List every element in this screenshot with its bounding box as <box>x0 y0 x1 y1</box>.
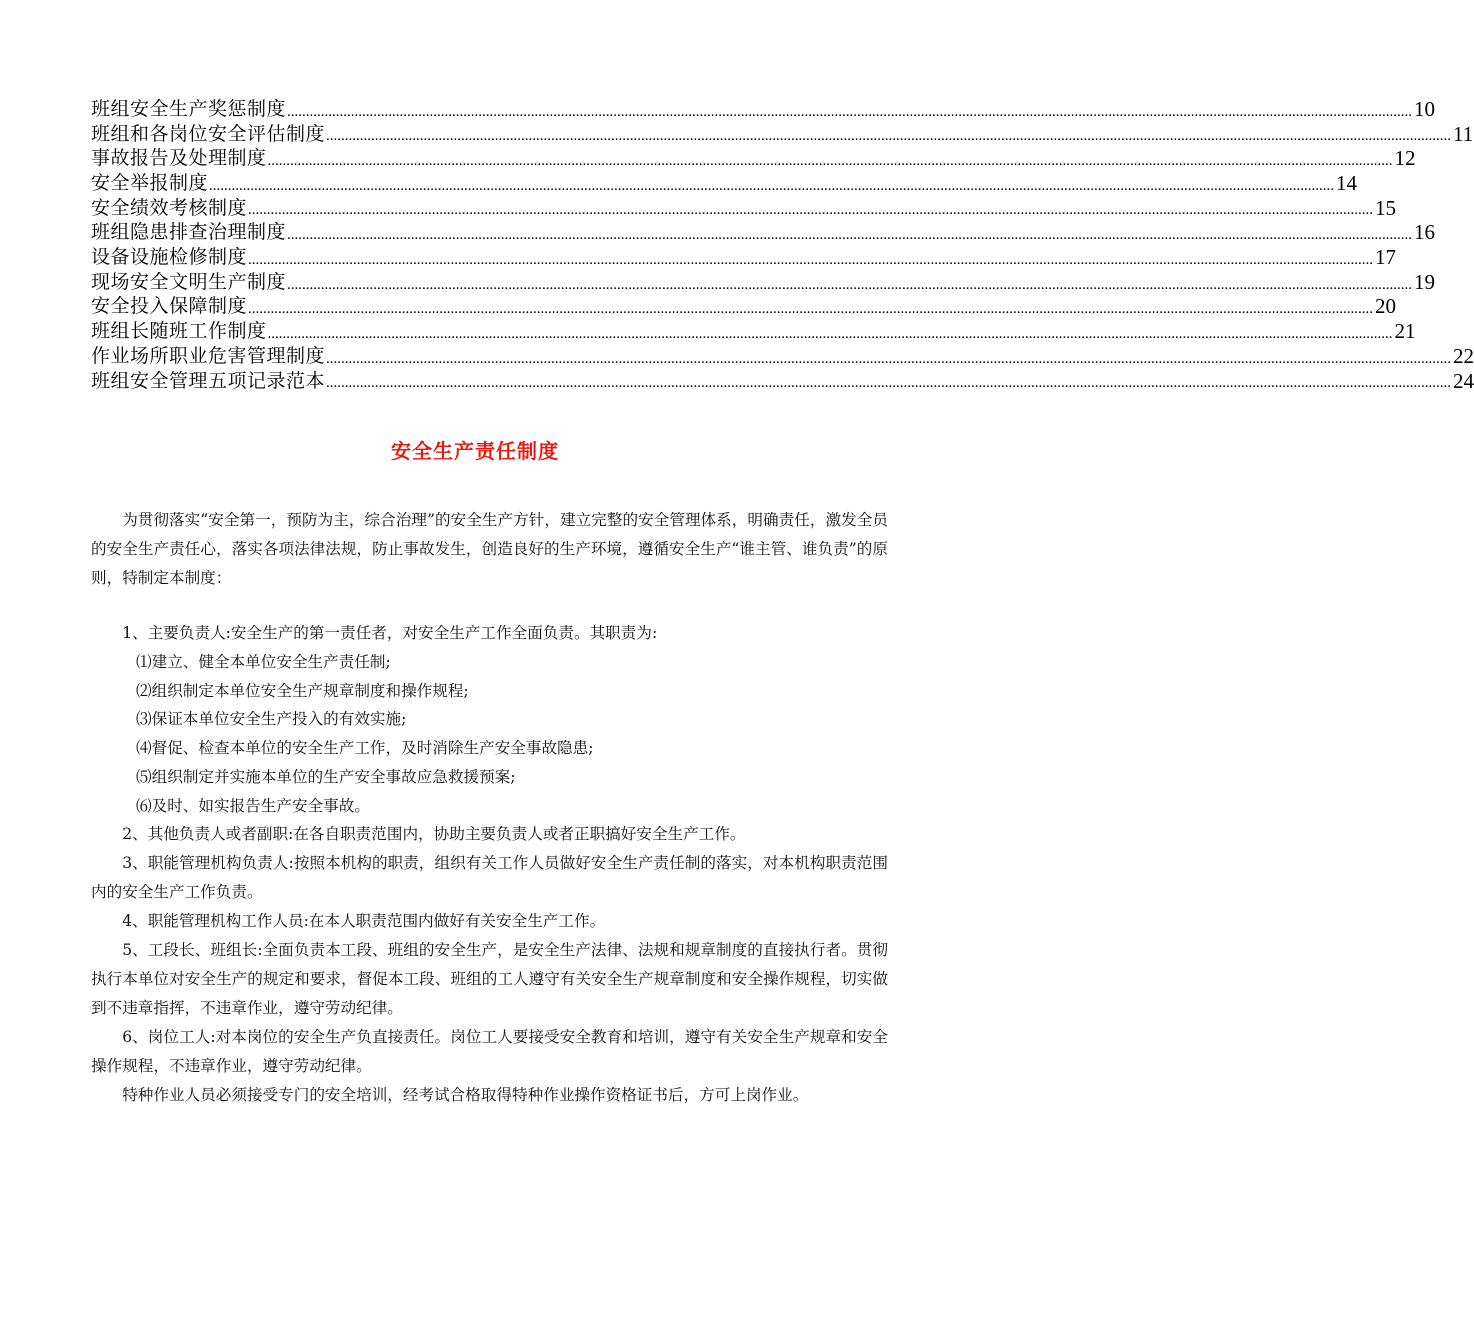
toc-dot-leader: ............................................................................................................................................................................................................................................................................................................ <box>248 301 1374 318</box>
toc-dot-leader: ............................................................................................................................................................................................................................................................................................................ <box>287 227 1413 244</box>
list-item-4: 4、职能管理机构工作人员:在本人职责范围内做好有关安全生产工作。 <box>122 912 606 931</box>
toc-entry-page: 21 <box>1394 319 1416 344</box>
sub-item: ⑹及时、如实报告生产安全事故。 <box>136 796 370 815</box>
toc-entry-page: 24 <box>1453 368 1474 393</box>
sub-item: ⑴建立、健全本单位安全生产责任制; <box>136 653 391 671</box>
toc-entry-title: 班组和各岗位安全评估制度 <box>91 122 326 145</box>
sub-item: ⑵组织制定本单位安全生产规章制度和操作规程; <box>136 681 469 700</box>
toc-entry-page: 11 <box>1453 121 1474 146</box>
toc-entry-title: 安全投入保障制度 <box>91 295 248 318</box>
toc-entry[interactable] <box>91 343 1474 369</box>
toc-entry-page: 17 <box>1375 245 1397 270</box>
table-of-contents <box>91 96 1474 393</box>
sub-item: ⑶保证本单位安全生产投入的有效实施; <box>136 710 407 729</box>
toc-entry[interactable] <box>91 245 1397 270</box>
toc-entry[interactable] <box>91 368 1474 394</box>
toc-entry[interactable] <box>91 171 1358 196</box>
toc-entry-page: 10 <box>1414 96 1436 121</box>
list-item-3: 3、职能管理机构负责人:按照本机构的职责，组织有关工作人员做好安全生产责任制的落实，对本机构职责范围内的安全生产工作负责。 <box>91 854 888 902</box>
toc-entry[interactable] <box>91 319 1416 344</box>
section-title: 安全生产责任制度 <box>391 439 559 464</box>
toc-entry-page: 15 <box>1375 195 1397 220</box>
toc-dot-leader: ............................................................................................................................................................................................................................................................................................................ <box>248 202 1374 219</box>
toc-entry-page: 22 <box>1453 343 1474 368</box>
toc-entry[interactable] <box>91 146 1416 171</box>
list-item-2: 2、其他负责人或者副职:在各自职责范围内，协助主要负责人或者正职搞好安全生产工作。 <box>122 825 746 844</box>
toc-entry[interactable] <box>91 195 1397 221</box>
toc-entry-page: 14 <box>1336 171 1358 196</box>
toc-entry-title: 班组隐患排查治理制度 <box>91 221 287 244</box>
intro-paragraph: 为贯彻落实“安全第一，预防为主，综合治理”的安全生产方针，建立完整的安全管理体系，明确责任，激发全员的安全生产责任心，落实各项法律法规，防止事故发生，创造良好的生产环境，遵循安全生产“谁主管、谁负责”的原则，特制定本制度： <box>91 511 888 587</box>
toc-entry-title: 班组安全管理五项记录范本 <box>91 369 326 392</box>
toc-entry-page: 16 <box>1414 220 1436 245</box>
toc-entry-title: 设备设施检修制度 <box>91 246 248 269</box>
toc-dot-leader: ............................................................................................................................................................................................................................................................................................................ <box>326 375 1452 392</box>
toc-entry-page: 19 <box>1414 269 1436 294</box>
toc-entry-title: 作业场所职业危害管理制度 <box>91 344 326 367</box>
toc-dot-leader: ............................................................................................................................................................................................................................................................................................................ <box>209 177 1335 194</box>
toc-dot-leader: ............................................................................................................................................................................................................................................................................................................ <box>326 128 1452 145</box>
toc-entry[interactable] <box>91 269 1436 295</box>
toc-entry[interactable] <box>91 294 1397 320</box>
toc-entry-title: 安全举报制度 <box>91 172 209 195</box>
list-item-5: 5、工段长、班组长:全面负责本工段、班组的安全生产，是安全生产法律、法规和规章制度的直接执行者。贯彻执行本单位对安全生产的规定和要求，督促本工段、班组的工人遵守有关安全生产规章制度和安全操作规程，切实做到不违章指挥，不违章作业，遵守劳动纪律。 <box>91 941 888 1018</box>
toc-entry-title: 事故报告及处理制度 <box>91 147 267 170</box>
toc-entry[interactable] <box>91 121 1474 147</box>
toc-entry-title: 班组长随班工作制度 <box>91 320 267 343</box>
toc-entry-title: 现场安全文明生产制度 <box>91 270 287 293</box>
sub-item: ⑸组织制定并实施本单位的生产安全事故应急救援预案; <box>136 767 516 786</box>
toc-dot-leader: ............................................................................................................................................................................................................................................................................................................ <box>287 103 1413 120</box>
toc-entry-title: 安全绩效考核制度 <box>91 196 248 219</box>
toc-dot-leader: ............................................................................................................................................................................................................................................................................................................ <box>287 276 1413 293</box>
list-item-6: 6、岗位工人:对本岗位的安全生产负直接责任。岗位工人要接受安全教育和培训，遵守有关安全生产规章和安全操作规程，不违章作业，遵守劳动纪律。 <box>91 1028 888 1076</box>
toc-entry-title: 班组安全生产奖惩制度 <box>91 97 287 120</box>
toc-dot-leader: ............................................................................................................................................................................................................................................................................................................ <box>326 350 1452 367</box>
list-item-1: 1、主要负责人:安全生产的第一责任者，对安全生产工作全面负责。其职责为: <box>122 624 658 642</box>
toc-entry[interactable] <box>91 96 1436 122</box>
sub-item: ⑷督促、检查本单位的安全生产工作，及时消除生产安全事故隐患; <box>136 739 594 758</box>
toc-entry-page: 12 <box>1394 146 1416 171</box>
toc-dot-leader: ............................................................................................................................................................................................................................................................................................................ <box>267 153 1393 170</box>
responsibility-list <box>91 619 888 1110</box>
toc-entry-page: 20 <box>1375 294 1397 319</box>
toc-entry[interactable] <box>91 220 1436 245</box>
closing-paragraph: 特种作业人员必须接受专门的安全培训，经考试合格取得特种作业操作资格证书后，方可上岗作业。 <box>122 1086 809 1105</box>
toc-dot-leader: ............................................................................................................................................................................................................................................................................................................ <box>248 251 1374 268</box>
toc-dot-leader: ............................................................................................................................................................................................................................................................................................................ <box>267 325 1393 342</box>
